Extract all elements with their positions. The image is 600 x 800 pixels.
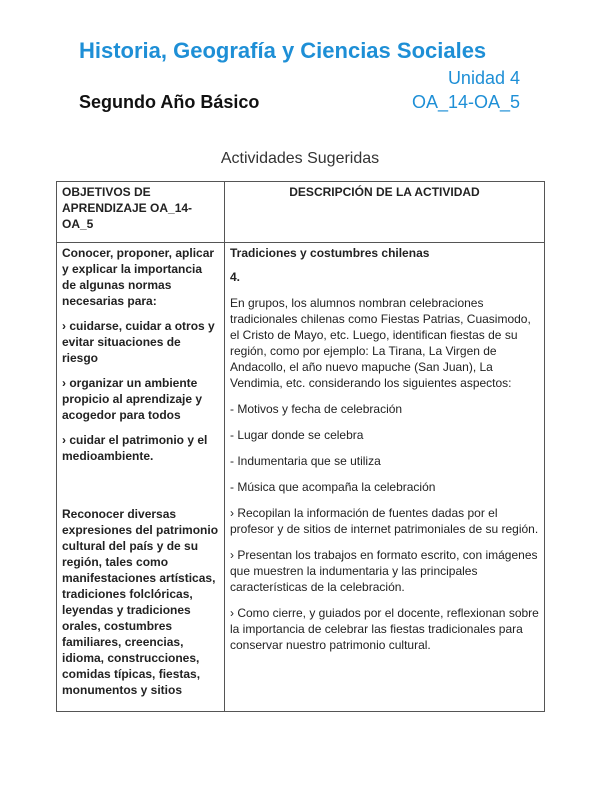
- activity-aspect: - Motivos y fecha de celebración: [230, 402, 403, 416]
- section-title: Actividades Sugeridas: [220, 150, 380, 167]
- activity-aspect: - Lugar donde se celebra: [230, 428, 364, 442]
- activities-table: [56, 181, 545, 712]
- table-header-row: [57, 182, 545, 243]
- objective-item: › cuidar el patrimonio y el medioambiente.: [62, 433, 208, 463]
- document-title: Historia, Geografía y Ciencias Sociales: [79, 38, 487, 63]
- activity-paragraph: En grupos, los alumnos nombran celebraciones tradicionales chilenas como Fiestas Patrias, Cuasimodo, el Cristo de Mayo, etc. Luego, identifican fiestas de su región, como por ejemplo: La Tirana, La Virgen de Andacollo, el año nuevo mapuche (San Juan), La Vendimia, etc. considerando los siguientes aspectos:: [230, 296, 531, 390]
- activity-aspect: - Indumentaria que se utiliza: [230, 454, 381, 468]
- objective-item: › organizar un ambiente propicio al aprendizaje y acogedor para todos: [62, 376, 203, 422]
- activity-step: › Como cierre, y guiados por el docente, reflexionan sobre la importancia de celebrar las fiestas tradicionales para conservar nuestro patrimonio cultural.: [230, 606, 539, 652]
- objective-heritage: Reconocer diversas expresiones del patrimonio cultural del país y de su región, tales como manifestaciones artísticas, tradiciones folclóricas, leyendas y tradiciones orales, costumbres familiares, creencias, idioma, construcciones, comidas típicas, fiestas, monumentos y sitios: [62, 507, 219, 697]
- objectives-cell: [57, 243, 225, 712]
- activity-title: Tradiciones y costumbres chilenas: [230, 246, 430, 260]
- table-row: [57, 243, 545, 712]
- objective-intro: Conocer, proponer, aplicar y explicar la importancia de algunas normas necesarias para:: [62, 246, 215, 308]
- activity-number: 4.: [230, 270, 241, 284]
- activity-aspect: - Música que acompaña la celebración: [230, 480, 436, 494]
- activity-step: › Recopilan la información de fuentes dadas por el profesor y de sitios de internet patrimoniales de su región.: [230, 506, 539, 536]
- unit-label: Unidad 4: [447, 68, 520, 88]
- grade-label: Segundo Año Básico: [79, 92, 260, 112]
- activity-column-header: DESCRIPCIÓN DE LA ACTIVIDAD: [225, 182, 545, 243]
- objective-item: › cuidarse, cuidar a otros y evitar situaciones de riesgo: [62, 319, 215, 365]
- oa-code-label: OA_14-OA_5: [411, 92, 520, 112]
- activity-cell: [225, 243, 545, 712]
- activity-step: › Presentan los trabajos en formato escrito, con imágenes que muestren la indumentaria y las principales características de la celebración.: [230, 548, 538, 594]
- objectives-column-header: OBJETIVOS DE APRENDIZAJE OA_14-OA_5: [57, 182, 225, 243]
